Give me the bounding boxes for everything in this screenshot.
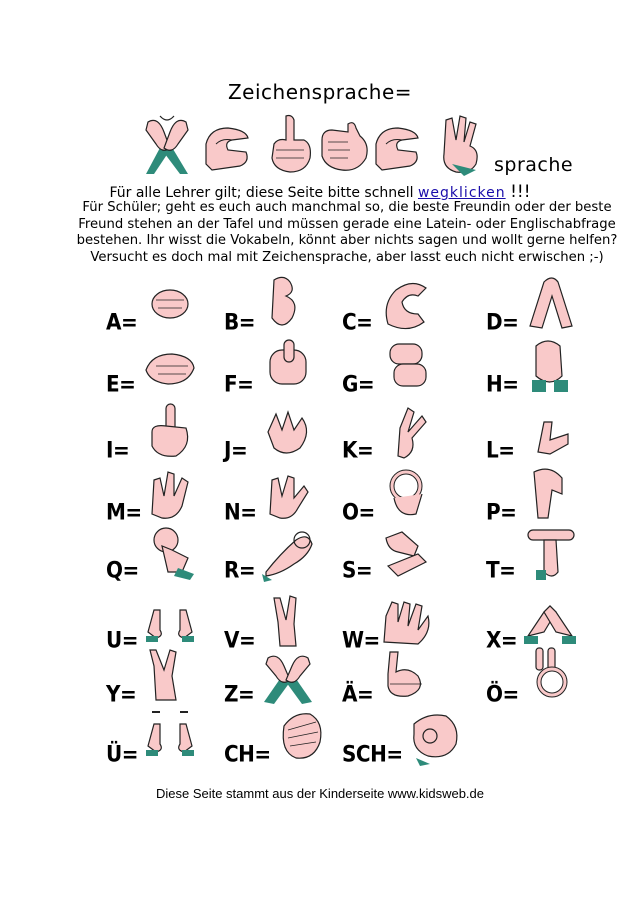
hand-sign-icon [318,114,372,176]
hand-sign-icon [260,522,316,582]
sign-letter-cell [476,406,586,466]
hand-sign-icon [378,592,434,652]
sign-letter-label: X= [486,626,518,654]
sign-letter-cell [214,340,332,400]
sign-letter-label: J= [224,436,248,464]
sign-alphabet-grid [96,278,596,778]
sign-letter-cell [96,468,214,528]
sign-letter-label: P= [486,498,517,526]
hand-sign-icon [522,274,578,334]
hand-sign-icon [378,274,434,334]
sign-letter-label: F= [224,370,254,398]
sign-letter-label: V= [224,626,256,654]
sign-letter-label: CH= [224,740,271,768]
sign-letter-cell [476,526,586,586]
sign-letter-cell [96,650,214,710]
hand-sign-icon [406,706,462,766]
sign-letter-label: R= [224,556,256,584]
hand-sign-icon [260,646,316,706]
hand-sign-icon [522,336,578,396]
sign-letter-cell [214,526,332,586]
sign-letter-label: S= [342,556,373,584]
sign-letter-label: T= [486,556,516,584]
hand-sign-icon [142,592,198,652]
sign-letter-cell [214,278,332,338]
sign-letter-cell [476,278,586,338]
hand-sign-icon [142,706,198,766]
hand-sign-icon [522,646,578,706]
sign-letter-cell [96,710,214,770]
hand-sign-icon [260,592,316,652]
sign-letter-label: W= [342,626,380,654]
sign-letter-label: G= [342,370,375,398]
hand-sign-icon [378,402,434,462]
student-paragraph: Für Schüler; geht es euch auch manchmal so, die beste Freundin oder der beste Freund stehen an der Tafel und müssen gerade eine Latein- oder Englischabfrage bestehen. Ihr wisst die Vokabeln, könnt aber nichts sagen und wollt gerne helfen? Versucht es doch mal mit Zeichensprache, aber lasst euch nicht erwischen ;-) [76,200,618,265]
sign-letter-cell [214,650,332,710]
sign-letter-cell [332,526,450,586]
sign-letter-label: Q= [106,556,139,584]
hand-sign-icon [142,336,198,396]
hand-sign-icon [202,114,256,176]
sign-letter-label: K= [342,436,374,464]
leave-page-link[interactable]: wegklicken [417,185,506,201]
hand-sign-icon [378,336,434,396]
hand-sign-icon [378,522,434,582]
sign-letter-label: Ä= [342,680,374,708]
sign-banner [140,110,574,180]
sign-letter-cell [214,468,332,528]
hand-sign-icon [142,464,198,524]
sign-letter-cell [96,406,214,466]
sign-letter-label: Z= [224,680,255,708]
sign-letter-cell [214,710,332,770]
sign-letter-label: O= [342,498,375,526]
teacher-notice [0,182,640,202]
sign-letter-cell [332,340,450,400]
hand-sign-icon [260,336,316,396]
sign-letter-cell [332,650,450,710]
teacher-notice-text: Für alle Lehrer gilt; diese Seite bitte schnell [109,185,414,201]
hand-sign-icon [142,646,198,706]
hand-sign-icon [378,464,434,524]
hand-sign-icon [274,706,330,766]
sign-letter-label: C= [342,308,373,336]
hand-sign-icon [372,114,426,176]
hand-sign-icon [142,274,198,334]
sign-letter-label: SCH= [342,740,403,768]
sign-letter-label: Ü= [106,740,138,768]
sign-letter-cell [332,278,450,338]
sign-letter-cell [96,526,214,586]
sign-letter-label: Y= [106,680,137,708]
sign-letter-cell [476,468,586,528]
hand-sign-icon [140,114,194,176]
sign-letter-label: I= [106,436,130,464]
hand-sign-icon [142,402,198,462]
sign-letter-cell [214,406,332,466]
sign-letter-label: U= [106,626,138,654]
sign-letter-label: M= [106,498,142,526]
hand-sign-icon [260,464,316,524]
hand-sign-icon [522,522,578,582]
sign-letter-label: D= [486,308,519,336]
hand-sign-icon [142,522,198,582]
sign-letter-cell [476,650,586,710]
hand-sign-icon [260,402,316,462]
hand-sign-icon [260,274,316,334]
banner-suffix: sprache [494,154,574,176]
sign-letter-cell [96,278,214,338]
sign-letter-label: Ö= [486,680,519,708]
sign-letter-label: A= [106,308,138,336]
hand-sign-icon [522,402,578,462]
hand-sign-icon [522,592,578,652]
page-title: Zeichensprache= [227,80,413,104]
hand-sign-icon [434,114,488,176]
sign-letter-label: H= [486,370,519,398]
sign-letter-label: B= [224,308,256,336]
sign-letter-label: N= [224,498,257,526]
hand-sign-icon [522,464,578,524]
sign-letter-label: E= [106,370,136,398]
footer-credit: Diese Seite stammt aus der Kinderseite www.kidsweb.de [155,786,485,801]
hand-sign-icon [378,646,434,706]
sign-letter-cell [476,340,586,400]
sign-letter-label: L= [486,436,515,464]
sign-letter-cell [96,340,214,400]
exclamation: !!! [510,182,531,202]
sign-letter-cell [332,406,450,466]
hand-sign-icon [264,114,318,176]
sign-letter-cell [332,710,450,770]
sign-letter-cell [332,468,450,528]
